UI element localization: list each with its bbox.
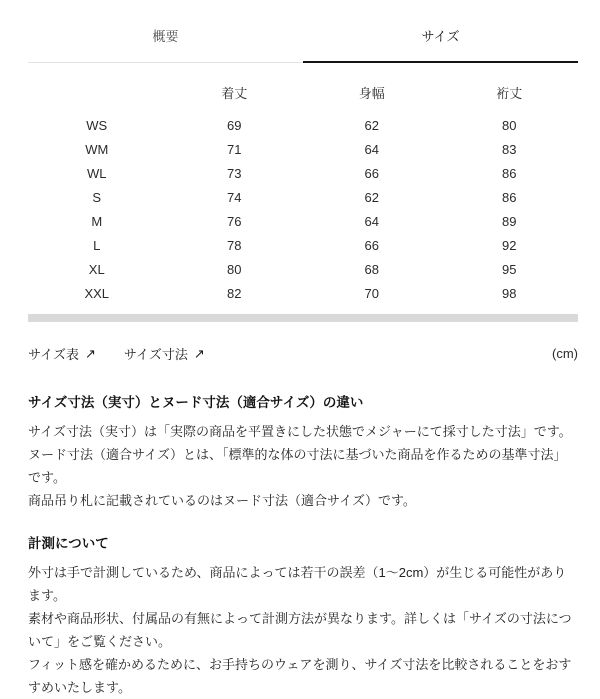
column-header-sleeve: 裄丈: [496, 86, 523, 101]
table-cell: 98: [502, 286, 517, 301]
table-cell: 82: [227, 286, 242, 301]
links-row: [28, 344, 578, 363]
section-paragraph: 外寸は手で計測しているため、商品によっては若干の誤差（1～2cm）が生じる可能性があります。: [28, 565, 567, 603]
table-row: [28, 138, 578, 162]
table-cell: 86: [502, 166, 517, 181]
table-row: [28, 282, 578, 306]
table-row: [28, 258, 578, 282]
table-cell: 86: [502, 190, 517, 205]
table-cell: 80: [227, 262, 242, 277]
table-cell: 69: [227, 118, 242, 133]
size-measurements-link[interactable]: [124, 344, 205, 363]
table-row: [28, 186, 578, 210]
table-cell: 70: [364, 286, 379, 301]
size-column-header: [28, 79, 166, 114]
section-paragraph: フィット感を確かめるために、お手持ちのウェアを測り、サイズ寸法を比較されることをおすすめいたします。: [28, 657, 572, 695]
section-paragraph: 素材や商品形状、付属品の有無によって計測方法が異なります。詳しくは「サイズの寸法について」をご覧ください。: [28, 611, 572, 649]
size-label: WS: [86, 118, 108, 133]
table-horizontal-scrollbar[interactable]: [28, 314, 578, 322]
table-cell: 64: [364, 214, 379, 229]
size-label: WL: [87, 166, 107, 181]
size-chart-link-label: サイズ表: [28, 347, 79, 362]
table-cell: 95: [502, 262, 517, 277]
table-cell: 92: [502, 238, 517, 253]
table-cell: 64: [364, 142, 379, 157]
table-cell: 74: [227, 190, 242, 205]
table-cell: 68: [364, 262, 379, 277]
tab-bar: [28, 0, 578, 63]
table-row: [28, 114, 578, 138]
column-header-width: 身幅: [358, 86, 385, 101]
tab-size[interactable]: サイズ: [303, 26, 578, 63]
section-size-vs-nude: [28, 391, 578, 512]
column-header-length: 着丈: [221, 86, 248, 101]
section-paragraph: 商品吊り札に記載されているのはヌード寸法（適合サイズ）です。: [28, 493, 416, 508]
external-link-icon: ↗: [193, 345, 205, 361]
size-label: M: [91, 214, 103, 229]
size-label: XXL: [84, 286, 110, 301]
table-cell: 76: [227, 214, 242, 229]
table-header-row: [28, 79, 578, 114]
unit-label: (cm): [552, 346, 578, 361]
table-cell: 66: [364, 166, 379, 181]
section-heading: 計測について: [28, 536, 109, 551]
size-table: [28, 79, 578, 306]
section-heading: サイズ寸法（実寸）とヌード寸法（適合サイズ）の違い: [28, 395, 364, 410]
table-cell: 83: [502, 142, 517, 157]
size-chart-link[interactable]: [28, 344, 96, 363]
table-row: [28, 210, 578, 234]
section-paragraph: ヌード寸法（適合サイズ）とは、「標準的な体の寸法に基づいた商品を作るための基準寸法」です。: [28, 447, 567, 485]
size-label: S: [92, 190, 102, 205]
section-measurement-notes: [28, 532, 578, 699]
section-paragraph: サイズ寸法（実寸）は「実際の商品を平置きにした状態でメジャーにて採寸した寸法」です。: [28, 424, 572, 439]
table-cell: 62: [364, 118, 379, 133]
table-cell: 80: [502, 118, 517, 133]
external-link-icon: ↗: [84, 345, 96, 361]
table-cell: 62: [364, 190, 379, 205]
table-row: [28, 234, 578, 258]
tab-overview[interactable]: 概要: [28, 26, 303, 63]
size-label: XL: [88, 262, 105, 277]
size-measurements-link-label: サイズ寸法: [123, 347, 188, 362]
table-cell: 71: [227, 142, 242, 157]
table-cell: 66: [364, 238, 379, 253]
size-label: L: [93, 238, 101, 253]
table-cell: 89: [502, 214, 517, 229]
table-row: [28, 162, 578, 186]
table-cell: 73: [227, 166, 242, 181]
size-label: WM: [85, 142, 109, 157]
table-cell: 78: [227, 238, 242, 253]
